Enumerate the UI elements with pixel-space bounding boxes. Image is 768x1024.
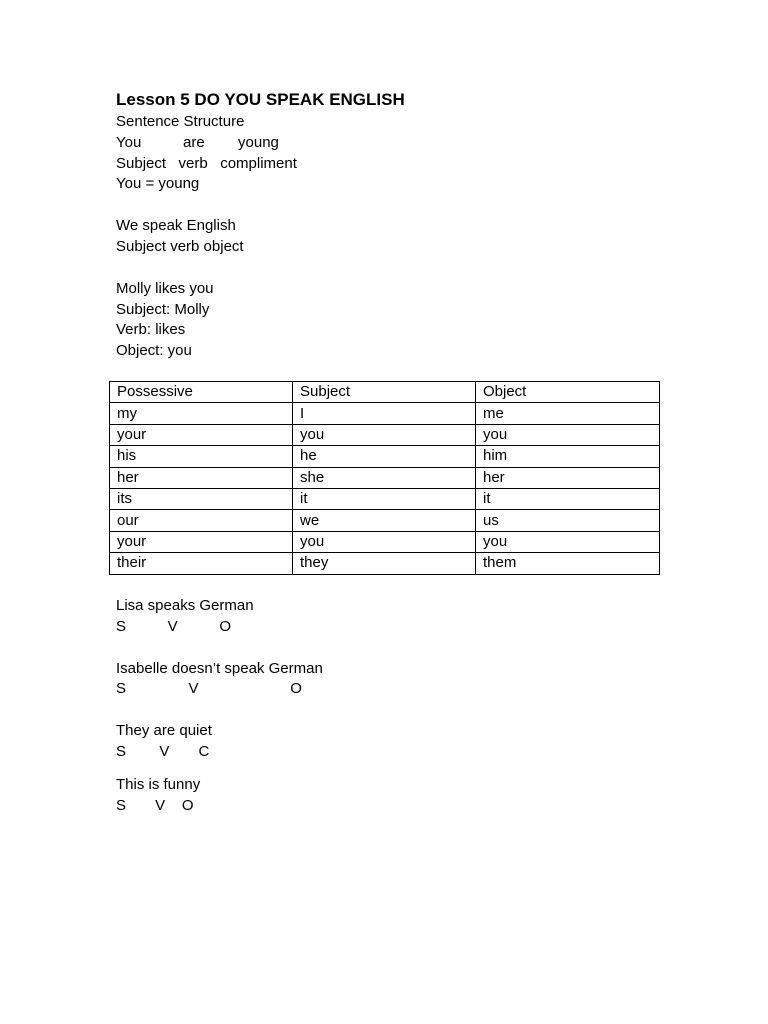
table-row [110,403,660,424]
table-row [110,553,660,574]
example-3-sentence: Molly likes you [116,279,214,297]
subject-cell: it [293,488,476,509]
blank-line [116,258,676,279]
possessive-cell: her [110,467,293,488]
example-3-subject: Subject: Molly [116,300,210,318]
table-row [110,488,660,509]
object-cell: him [476,446,660,467]
object-cell: you [476,424,660,445]
object-cell: you [476,531,660,552]
possessive-cell: my [110,403,293,424]
svo-example-labels: S V O [116,796,194,814]
possessive-cell: our [110,510,293,531]
table-row [110,424,660,445]
example-3-object: Object: you [116,342,192,360]
example-1-parts: Subject verb compliment [116,154,297,172]
structure-heading: Sentence Structure [116,113,245,130]
header-subject: Subject [293,382,476,403]
svo-example-labels: S V O [116,617,232,635]
object-cell: her [476,467,660,488]
svo-examples [116,596,676,816]
blank-line [116,638,676,659]
blank-line [116,700,676,721]
subject-cell: she [293,467,476,488]
svo-example-labels: S V C [116,742,210,760]
possessive-cell: his [110,446,293,467]
svo-example-labels: S V O [116,680,302,698]
example-1-sentence: You are young [116,133,279,151]
subject-cell: we [293,510,476,531]
subject-cell: he [293,446,476,467]
svo-example-sentence: Isabelle doesn’t speak German [116,659,323,677]
blank-line [116,763,676,775]
svo-example-sentence: They are quiet [116,722,212,740]
lesson-intro [116,88,676,362]
example-3-verb: Verb: likes [116,321,186,339]
possessive-cell: its [110,488,293,509]
possessive-cell: your [110,531,293,552]
subject-cell: you [293,531,476,552]
table-row [110,446,660,467]
svo-example-sentence: This is funny [116,775,201,793]
table-header-row [110,382,660,403]
svo-example-sentence: Lisa speaks German [116,597,254,614]
possessive-cell: your [110,424,293,445]
lesson-title: Lesson 5 DO YOU SPEAK ENGLISH [116,90,405,109]
table-row [110,510,660,531]
object-cell: us [476,510,660,531]
possessive-cell: their [110,553,293,574]
example-2-sentence: We speak English [116,217,236,235]
table-row [110,467,660,488]
table-row [110,531,660,552]
object-cell: me [476,403,660,424]
example-2-parts: Subject verb object [116,237,244,255]
subject-cell: they [293,553,476,574]
header-object: Object [476,382,660,403]
example-1-equation: You = young [116,175,200,193]
pronoun-table [109,381,660,575]
header-possessive: Possessive [110,382,293,403]
subject-cell: you [293,424,476,445]
object-cell: it [476,488,660,509]
subject-cell: I [293,403,476,424]
blank-line [116,195,676,216]
object-cell: them [476,553,660,574]
